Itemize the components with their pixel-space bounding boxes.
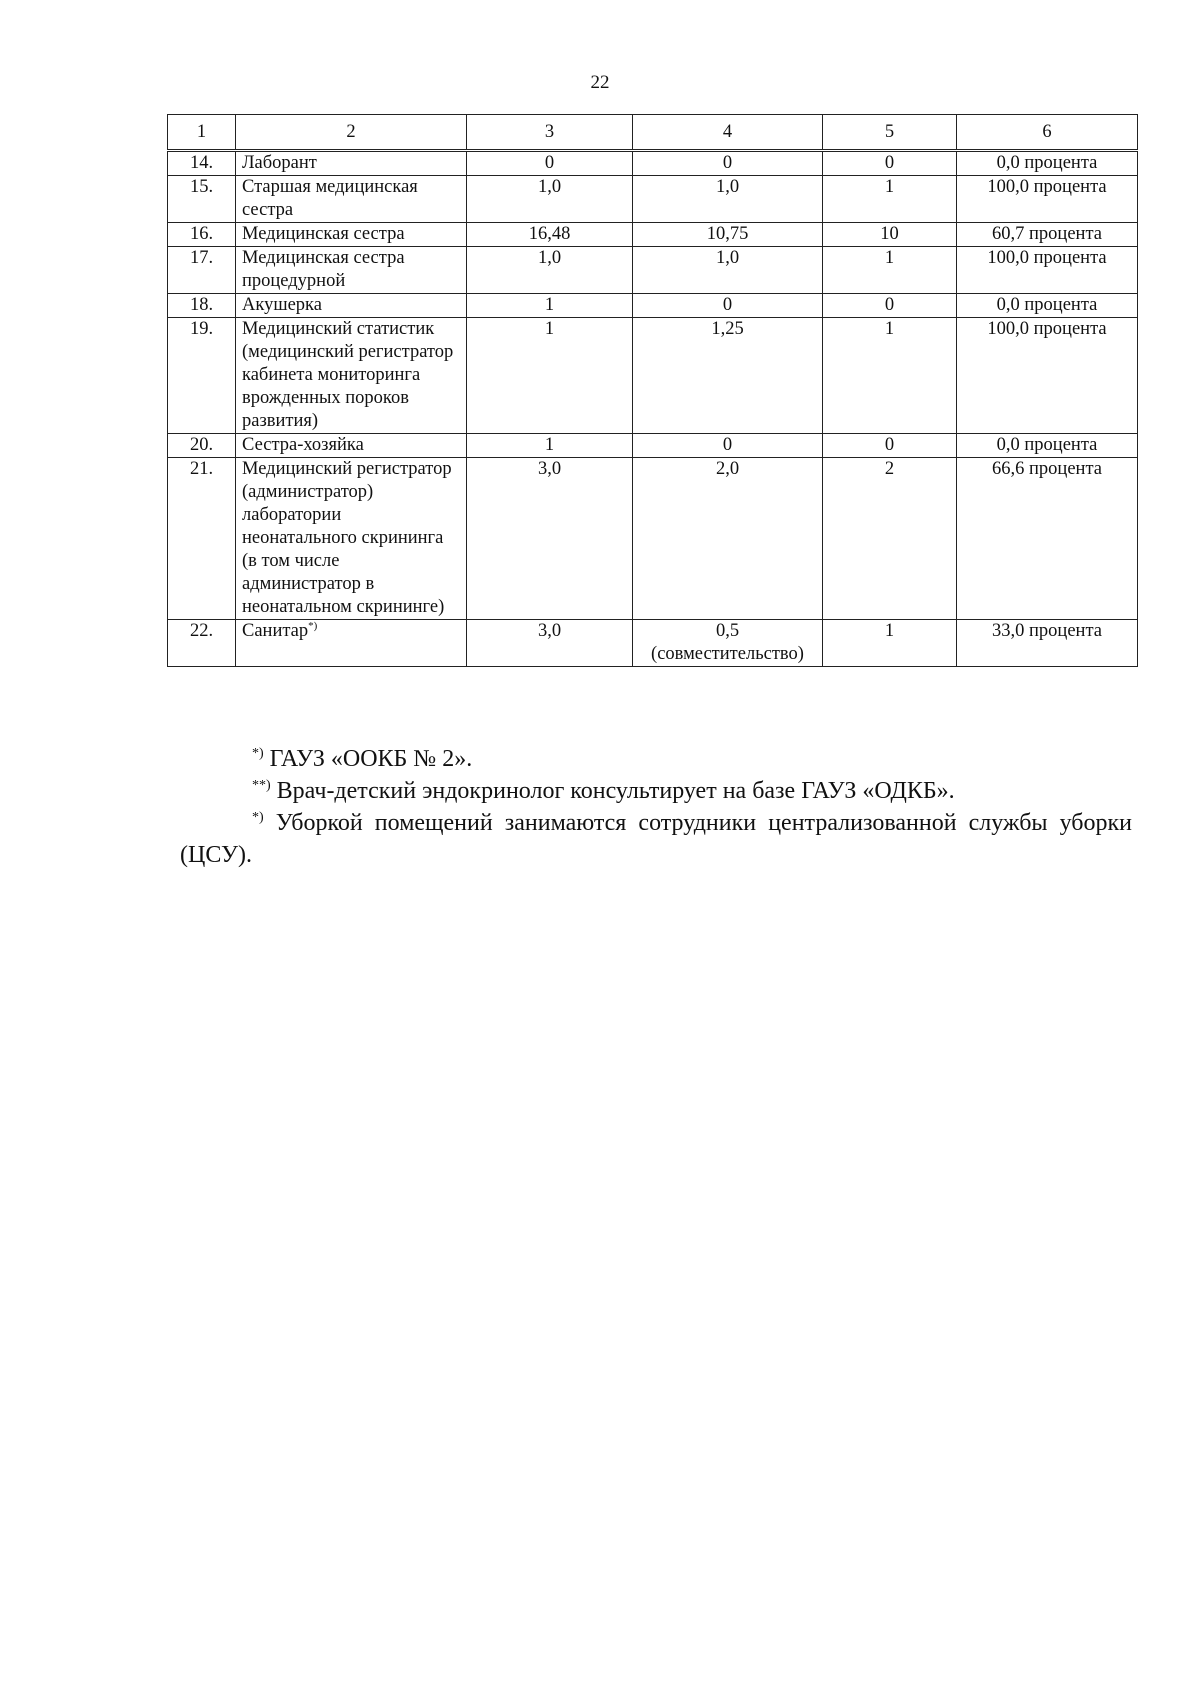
- value-col4-cell: [633, 151, 823, 176]
- value-col5-cell: 1: [823, 247, 957, 294]
- value-col6-cell: 100,0 процента: [957, 247, 1138, 294]
- header-cell: 6: [957, 115, 1138, 151]
- value-col4: 10,75: [706, 224, 749, 244]
- position-name-cell: [236, 434, 467, 458]
- value-col3-cell: 1: [467, 318, 633, 434]
- value-col6-cell: 66,6 процента: [957, 458, 1138, 620]
- row-number-cell: 20.: [168, 434, 236, 458]
- position-name-cell: [236, 151, 467, 176]
- value-col4-cell: [633, 294, 823, 318]
- value-col5-cell: 0: [823, 294, 957, 318]
- row-number-cell: 22.: [168, 620, 236, 667]
- value-col5-cell: 0: [823, 151, 957, 176]
- value-col3-cell: 1,0: [467, 176, 633, 223]
- footnotes: [180, 743, 1132, 871]
- footnote-1: [180, 743, 1132, 775]
- value-col6-cell: 60,7 процента: [957, 223, 1138, 247]
- value-col6-cell: 100,0 процента: [957, 176, 1138, 223]
- footnote-mark: **): [252, 778, 271, 793]
- value-col4-cell: [633, 458, 823, 620]
- value-col5-cell: 0: [823, 434, 957, 458]
- position-name: Старшая медицинская сестра: [242, 177, 418, 220]
- value-col3-cell: 3,0: [467, 458, 633, 620]
- value-col4: 0: [722, 153, 733, 173]
- value-col3-cell: 1: [467, 294, 633, 318]
- value-col4: 0,5: [715, 621, 740, 641]
- table-row: [168, 434, 1138, 458]
- value-col4: 0: [722, 435, 733, 455]
- value-col6-cell: 33,0 процента: [957, 620, 1138, 667]
- position-name-cell: [236, 458, 467, 620]
- footnote-mark: *): [252, 746, 264, 761]
- value-col5-cell: 1: [823, 620, 957, 667]
- value-col6-cell: 0,0 процента: [957, 151, 1138, 176]
- page-number: 22: [590, 72, 610, 93]
- position-name-cell: [236, 223, 467, 247]
- footnote-3: [180, 807, 1132, 871]
- position-name: Медицинский статистик (медицинский регистратор кабинета мониторинга врожденных пороков развития): [242, 319, 454, 431]
- value-col4-cell: [633, 176, 823, 223]
- staff-table: [167, 114, 1138, 667]
- position-name: Медицинская сестра процедурной: [242, 248, 405, 291]
- value-col4: 2,0: [715, 459, 740, 479]
- value-col6-cell: 0,0 процента: [957, 294, 1138, 318]
- position-name-cell: [236, 318, 467, 434]
- table-header-row: [168, 115, 1138, 151]
- value-col6-cell: 0,0 процента: [957, 434, 1138, 458]
- position-name-cell: [236, 176, 467, 223]
- row-number-cell: 21.: [168, 458, 236, 620]
- position-name-cell: [236, 620, 467, 667]
- row-number-cell: 15.: [168, 176, 236, 223]
- value-col3-cell: 3,0: [467, 620, 633, 667]
- header-cell: 5: [823, 115, 957, 151]
- value-col4-cell: [633, 434, 823, 458]
- value-col4-cell: [633, 247, 823, 294]
- position-name: Лаборант: [242, 153, 317, 173]
- value-col4-cell: [633, 318, 823, 434]
- value-col5-cell: 10: [823, 223, 957, 247]
- row-number-cell: 18.: [168, 294, 236, 318]
- value-col3-cell: 16,48: [467, 223, 633, 247]
- value-col3-cell: 0: [467, 151, 633, 176]
- position-name: Акушерка: [242, 295, 322, 315]
- value-col6-cell: 100,0 процента: [957, 318, 1138, 434]
- row-number-cell: 19.: [168, 318, 236, 434]
- position-name: Сестра-хозяйка: [242, 435, 364, 455]
- value-col4: 1,0: [715, 177, 740, 197]
- footnote-text: ГАУЗ «ООКБ № 2».: [269, 746, 473, 772]
- footnote-text: Уборкой помещений занимаются сотрудники централизованной службы уборки (ЦСУ).: [180, 810, 1133, 868]
- position-name: Медицинская сестра: [242, 224, 405, 244]
- footnote-2: [180, 775, 1132, 807]
- header-cell: 1: [168, 115, 236, 151]
- table-row: [168, 247, 1138, 294]
- table-row: [168, 458, 1138, 620]
- value-col4-cell: [633, 223, 823, 247]
- value-col5-cell: 1: [823, 176, 957, 223]
- header-cell: 3: [467, 115, 633, 151]
- row-number-cell: 17.: [168, 247, 236, 294]
- value-col4-note: (совместительство): [651, 644, 804, 664]
- value-col5-cell: 2: [823, 458, 957, 620]
- table-row: [168, 294, 1138, 318]
- position-name-cell: [236, 247, 467, 294]
- value-col3-cell: 1: [467, 434, 633, 458]
- header-cell: 4: [633, 115, 823, 151]
- value-col4: 0: [722, 295, 733, 315]
- row-number-cell: 14.: [168, 151, 236, 176]
- table-row: [168, 223, 1138, 247]
- position-name: Санитар: [242, 621, 309, 641]
- table-row: [168, 176, 1138, 223]
- table-row: [168, 620, 1138, 667]
- value-col4: 1,25: [711, 319, 744, 339]
- footnote-text: Врач-детский эндокринолог консультирует на базе ГАУЗ «ОДКБ».: [276, 778, 955, 804]
- position-name-footnote-mark: *): [308, 619, 318, 632]
- position-name: Медицинский регистратор (администратор) лаборатории неонатального скрининга (в том числе администратор в неонатальном скрининге): [242, 459, 452, 617]
- row-number-cell: 16.: [168, 223, 236, 247]
- position-name-cell: [236, 294, 467, 318]
- value-col4-cell: [633, 620, 823, 667]
- value-col4: 1,0: [715, 248, 740, 268]
- table-row: [168, 318, 1138, 434]
- header-cell: 2: [236, 115, 467, 151]
- value-col3-cell: 1,0: [467, 247, 633, 294]
- table-row: [168, 151, 1138, 176]
- footnote-mark: *): [252, 810, 264, 825]
- value-col5-cell: 1: [823, 318, 957, 434]
